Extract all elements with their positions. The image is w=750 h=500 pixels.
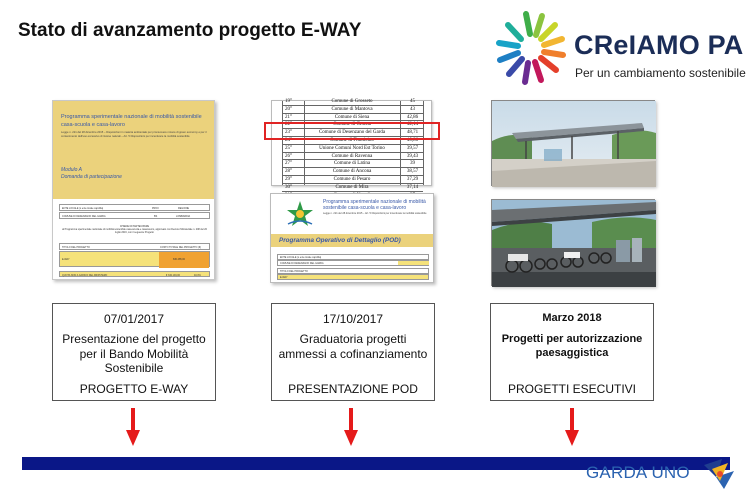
milestone-box-2 [271,303,435,401]
ranking-cell-rank: 24° [285,138,292,143]
form-module-sub: Domanda di partecipazione [61,174,122,180]
ranking-cell-rank: 26° [285,153,292,159]
garda-uno-logo [580,455,750,495]
ranking-cell-name: Comune di Grosseto [331,99,373,104]
bike-parking-render-image [491,199,655,286]
ranking-cell-rank: 27° [285,161,292,167]
ranking-cell-rank: 29° [285,177,292,182]
form-module-label: Modulo A [61,167,82,173]
ranking-cell-name: Comune di Ravenna [331,153,373,159]
form-subtitle: Legge n. 221 del 28 dicembre 2015 – Disposizioni in materia ambientale per promuovere misure di green economy e per il contenimento dell'uso eccessivo di risorse naturali – Art. 5 Disposizioni per incentivare la mobilità sostenibile [61,131,207,138]
ranking-cell-rank: 30° [285,184,292,190]
form-cell: PROV. [152,207,160,210]
creiamo-pa-logo [492,8,746,90]
ranking-cell-name: Comune di Ancona [332,169,372,175]
form-cell: € 332.194,00 [166,273,180,277]
ranking-cell-score: 39,57 [406,145,419,151]
milestone-tag: PROGETTO E-WAY [79,382,189,396]
ranking-cell-score: 43 [410,106,415,112]
ministry-star-icon [285,200,315,228]
pod-row [277,274,429,280]
form-cell: REGIONE [178,207,190,210]
form-cell: TITOLO DEL PROGETTO [62,246,90,249]
canopy-render-image [491,100,655,186]
pod-cell: E-WAY [280,276,288,279]
ranking-column-line [282,101,283,185]
ranking-cell-name: Comune di Latina [333,161,371,167]
ranking-cell-score: 37,29 [406,177,419,182]
milestone-description: Presentazione del progetto per il Bando Mobilità Sostenibile [62,332,206,375]
down-arrow-icon [344,408,358,446]
ranking-cell-rank: 23° [285,130,292,136]
pod-row [277,254,429,260]
milestone-tag: PROGETTI ESECUTIVI [507,382,636,396]
ranking-highlight-box [264,122,440,140]
ranking-cell-rank: 19° [285,99,292,104]
ranking-cell-score: 40,86 [406,138,419,143]
ranking-cell-score: 42,86 [406,114,419,120]
ranking-cell-score: 39 [410,161,415,167]
ranking-cell-name: Comune di Pesaro [333,177,371,182]
form-module [61,167,122,181]
down-arrow-icon [565,408,579,446]
form-row-header [59,204,210,211]
form-cell: E-WAY [62,258,70,261]
form-cell: LOMBARDIA [176,215,191,218]
pod-row [277,268,429,274]
form-cell: BS [154,215,158,218]
pod-heading: Programma sperimentale nazionale di mobilità sostenibile casa-scuola e casa-lavoro [323,199,426,212]
ranking-cell-score: 42,14 [406,122,419,128]
form-title: Programma sperimentale nazionale di mobilità sostenibile casa-scuola e casa-lavoro [61,114,202,128]
milestone-date: 17/10/2017 [322,312,384,326]
milestone-box-3 [490,303,654,401]
form-cell: COMUNE DI DESENZANO DEL GARDA [62,215,106,218]
ranking-cell-name: Comune di Mira [335,184,369,190]
milestone-description: Progetti per autorizzazione paesaggistica [501,333,643,359]
milestone-description: Graduatoria progetti ammessi a cofinanziamento [278,332,428,361]
pod-cell: ENTE LOCALE (o ente locale capofila) [280,256,322,259]
sunburst-logo-icon [492,8,568,88]
ranking-column-line [423,101,424,185]
form-row-title-head [59,243,210,250]
slide-title: Stato di avanzamento progetto E-WAY [18,20,362,41]
form-row-project [59,251,210,267]
logo-name: CReIAMO PA [574,30,744,60]
form-cell: QUOTA NON A CARICO DEL MINISTERO [62,273,108,277]
garda-uno-wordmark: GARDA UNO [586,463,690,482]
ranking-cell-name: Comune di Fiumicino [330,138,374,143]
ranking-cell-rank: 21° [285,114,292,120]
pod-document-thumbnail [270,193,434,283]
ranking-cell-rank: 22° [285,122,292,128]
pod-cell: TITOLO DEL PROGETTO [280,270,308,273]
logo-tagline: Per un cambiamento sostenibile [575,66,746,80]
form-request-head: CHIEDE DI PARTECIPARE [119,225,150,228]
ranking-cell-name: Comune di Siena [334,114,370,120]
ranking-cell-name: Comune di Mantova [331,106,373,112]
ranking-column-line [400,101,401,185]
ranking-column-line [304,101,305,185]
milestone-tag: PRESENTAZIONE POD [288,382,418,396]
ranking-cell-score: 38,57 [406,169,419,175]
ranking-cell-score: 48,71 [406,130,419,136]
ranking-cell-rank: 20° [285,106,292,112]
bike-parking-render-illustration [492,200,656,287]
pod-cell: COMUNE DI DESENZANO DEL GARDA [280,262,324,265]
down-arrow-icon [126,408,140,446]
garda-uno-mark-icon [698,455,740,495]
form-cost-cell [159,252,209,268]
milestone-date: Marzo 2018 [542,312,602,324]
form-cell: 40,0% [194,273,201,277]
ranking-cell-score: 37,14 [406,184,419,190]
pod-cell-highlight [398,261,429,265]
pod-band-title: Programma Operativo di Dettaglio (POD) [279,237,401,244]
form-row-entity [59,212,210,219]
ranking-cell-score: 39,43 [406,153,419,159]
ranking-cell-name: Comune di Desenzano del Garda [318,130,386,136]
form-row-share [59,271,210,277]
ranking-cell-score: 45 [410,99,415,104]
form-request-text: al Programma sperimentale nazionale di mobilità sostenibile casa-scuola e casa-lavoro, approvato con Decreto Ministeriale n. 208 del 20 luglio 2016, con il seguente Progetto [62,228,207,234]
pod-row [277,260,429,266]
ranking-cell-rank: 25° [285,145,292,151]
ranking-table-thumbnail [271,99,432,190]
ranking-cell-rank: 28° [285,169,292,175]
ranking-cell-name: Comune di Cesena [333,122,371,128]
ranking-cell-name: Unione Comuni Nord Est Torino [319,145,385,151]
form-request-block [59,225,210,234]
pod-subheading: Legge n. 221 del 28 dicembre 2015 – Art. 5 Disposizioni per incentivare la mobilità sostenibile [323,212,427,215]
form-cost-value: 830.485,00 [173,258,185,261]
form-cell: ENTE LOCALE (o ente locale capofila) [62,207,104,210]
canopy-render-illustration [492,101,656,187]
form-cell: COSTO TOTALE DEL PROGETTO (€) [160,246,202,249]
application-form-thumbnail [52,100,215,280]
milestone-date: 07/01/2017 [103,312,165,326]
milestone-box-1 [52,303,216,401]
